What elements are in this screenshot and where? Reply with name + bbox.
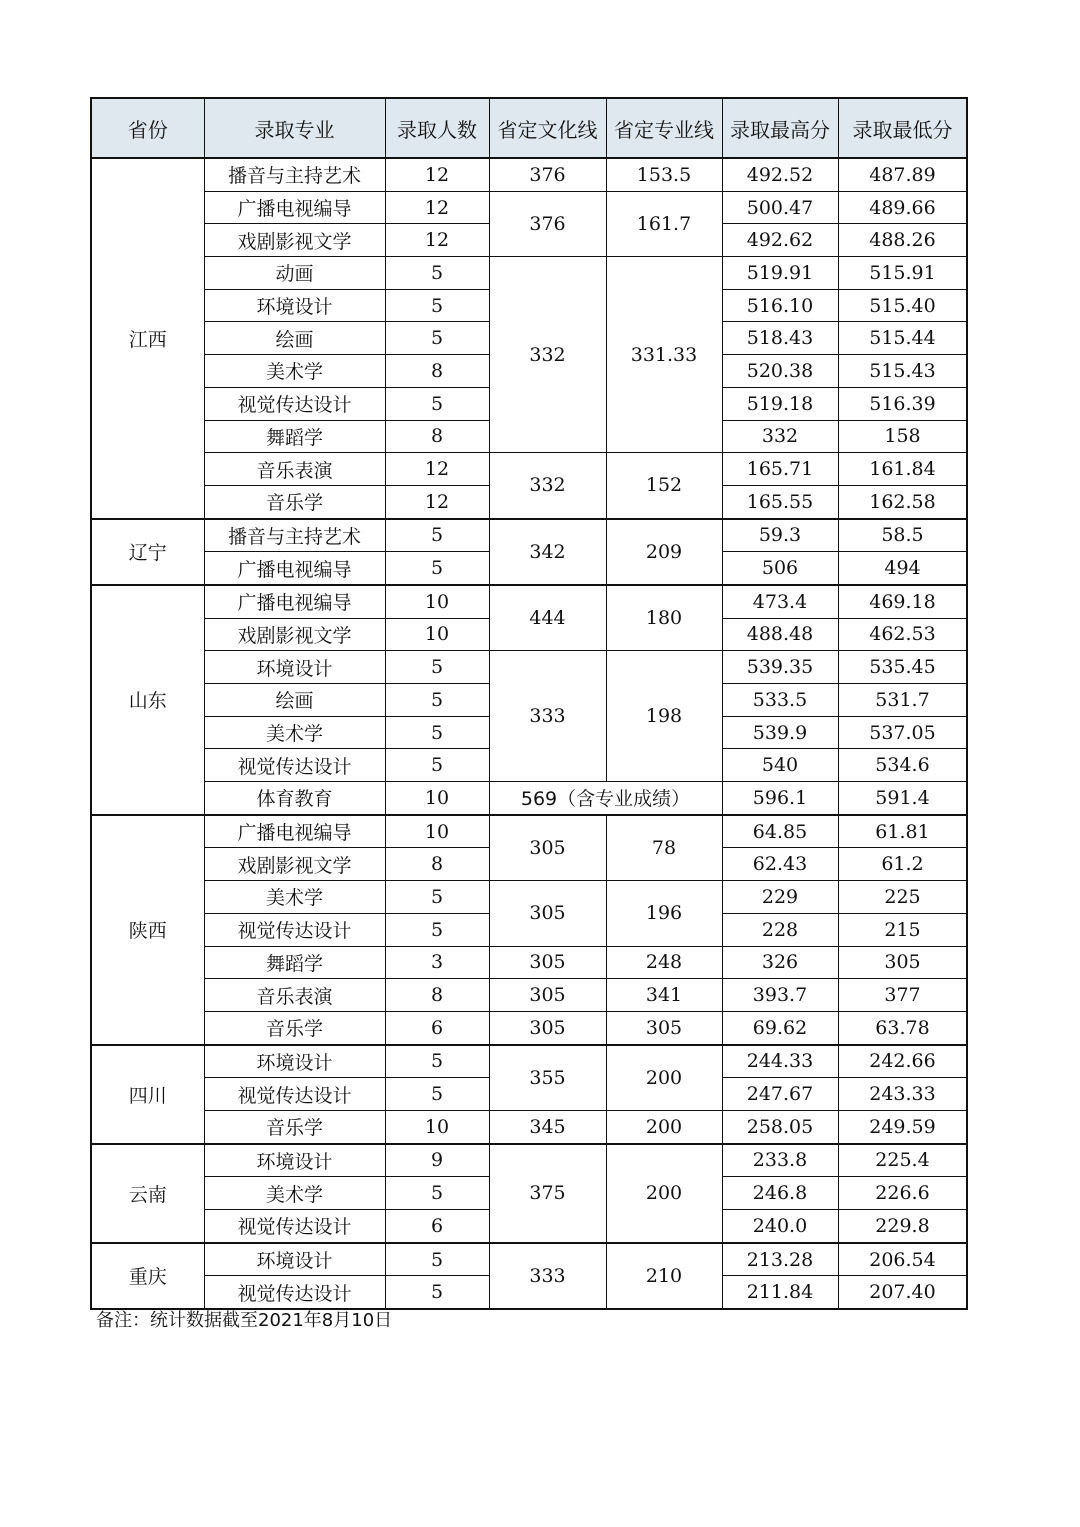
min-score-cell: 249.59: [838, 1110, 967, 1143]
count-cell: 5: [385, 1276, 489, 1309]
culture-line-cell: 333: [489, 651, 606, 782]
count-cell: 3: [385, 946, 489, 979]
count-cell: 9: [385, 1144, 489, 1177]
major-cell: 播音与主持艺术: [204, 519, 385, 552]
count-cell: 5: [385, 1045, 489, 1078]
culture-line-cell: 305: [489, 979, 606, 1012]
pro-line-cell: 331.33: [606, 257, 722, 453]
max-score-cell: 519.91: [722, 257, 838, 290]
table-header: [91, 98, 967, 158]
province-cell: 陕西: [91, 815, 204, 1045]
min-score-cell: 206.54: [838, 1243, 967, 1276]
major-cell: 绘画: [204, 322, 385, 355]
pro-line-cell: 210: [606, 1243, 722, 1309]
min-score-cell: 469.18: [838, 585, 967, 618]
max-score-cell: 506: [722, 552, 838, 585]
count-cell: 5: [385, 289, 489, 322]
max-score-cell: 229: [722, 881, 838, 914]
count-cell: 5: [385, 387, 489, 420]
max-score-cell: 246.8: [722, 1177, 838, 1210]
header-pro-line: 省定专业线: [606, 98, 722, 158]
major-cell: 动画: [204, 257, 385, 290]
pro-line-cell: 200: [606, 1045, 722, 1111]
table-row: [91, 453, 967, 486]
major-cell: 视觉传达设计: [204, 1078, 385, 1111]
min-score-cell: 515.43: [838, 355, 967, 388]
max-score-cell: 244.33: [722, 1045, 838, 1078]
max-score-cell: 488.48: [722, 618, 838, 651]
max-score-cell: 492.52: [722, 158, 838, 191]
max-score-cell: 326: [722, 946, 838, 979]
major-cell: 音乐学: [204, 1110, 385, 1143]
table-row: [91, 1045, 967, 1078]
max-score-cell: 233.8: [722, 1144, 838, 1177]
min-score-cell: 226.6: [838, 1177, 967, 1210]
min-score-cell: 494: [838, 552, 967, 585]
max-score-cell: 213.28: [722, 1243, 838, 1276]
admission-table: [90, 97, 968, 1310]
min-score-cell: 515.40: [838, 289, 967, 322]
count-cell: 5: [385, 749, 489, 782]
max-score-cell: 492.62: [722, 224, 838, 257]
table-row: [91, 257, 967, 290]
table-row: [91, 881, 967, 914]
merged-line-cell: 569（含专业成绩）: [489, 782, 722, 815]
min-score-cell: 243.33: [838, 1078, 967, 1111]
max-score-cell: 519.18: [722, 387, 838, 420]
count-cell: 10: [385, 618, 489, 651]
admission-table-container: [90, 97, 966, 1310]
major-cell: 播音与主持艺术: [204, 158, 385, 191]
pro-line-cell: 200: [606, 1110, 722, 1143]
header-culture-line: 省定文化线: [489, 98, 606, 158]
major-cell: 环境设计: [204, 289, 385, 322]
count-cell: 10: [385, 782, 489, 815]
culture-line-cell: 305: [489, 881, 606, 946]
min-score-cell: 162.58: [838, 485, 967, 518]
count-cell: 8: [385, 848, 489, 881]
min-score-cell: 515.91: [838, 257, 967, 290]
count-cell: 5: [385, 519, 489, 552]
header-row: [91, 98, 967, 158]
province-cell: 云南: [91, 1144, 204, 1243]
pro-line-cell: 152: [606, 453, 722, 519]
major-cell: 视觉传达设计: [204, 749, 385, 782]
min-score-cell: 225: [838, 881, 967, 914]
max-score-cell: 64.85: [722, 815, 838, 848]
table-row: [91, 651, 967, 684]
culture-line-cell: 305: [489, 1011, 606, 1044]
min-score-cell: 377: [838, 979, 967, 1012]
pro-line-cell: 180: [606, 585, 722, 651]
province-group: [91, 519, 967, 585]
province-cell: 四川: [91, 1045, 204, 1144]
table-row: [91, 1011, 967, 1044]
max-score-cell: 533.5: [722, 684, 838, 717]
max-score-cell: 473.4: [722, 585, 838, 618]
count-cell: 5: [385, 1078, 489, 1111]
table-row: [91, 191, 967, 224]
table-row: [91, 519, 967, 552]
max-score-cell: 500.47: [722, 191, 838, 224]
max-score-cell: 518.43: [722, 322, 838, 355]
major-cell: 广播电视编导: [204, 585, 385, 618]
major-cell: 视觉传达设计: [204, 1276, 385, 1309]
min-score-cell: 515.44: [838, 322, 967, 355]
major-cell: 美术学: [204, 1177, 385, 1210]
header-province: 省份: [91, 98, 204, 158]
count-cell: 10: [385, 815, 489, 848]
pro-line-cell: 341: [606, 979, 722, 1012]
count-cell: 8: [385, 420, 489, 453]
max-score-cell: 520.38: [722, 355, 838, 388]
count-cell: 6: [385, 1011, 489, 1044]
count-cell: 12: [385, 191, 489, 224]
count-cell: 5: [385, 257, 489, 290]
min-score-cell: 489.66: [838, 191, 967, 224]
major-cell: 环境设计: [204, 1045, 385, 1078]
count-cell: 10: [385, 1110, 489, 1143]
count-cell: 5: [385, 716, 489, 749]
min-score-cell: 537.05: [838, 716, 967, 749]
major-cell: 环境设计: [204, 651, 385, 684]
culture-line-cell: 305: [489, 946, 606, 979]
culture-line-cell: 332: [489, 257, 606, 453]
major-cell: 绘画: [204, 684, 385, 717]
major-cell: 环境设计: [204, 1243, 385, 1276]
count-cell: 5: [385, 1243, 489, 1276]
pro-line-cell: 198: [606, 651, 722, 782]
count-cell: 5: [385, 913, 489, 946]
major-cell: 视觉传达设计: [204, 1210, 385, 1243]
max-score-cell: 59.3: [722, 519, 838, 552]
count-cell: 6: [385, 1210, 489, 1243]
major-cell: 广播电视编导: [204, 815, 385, 848]
major-cell: 音乐学: [204, 485, 385, 518]
min-score-cell: 225.4: [838, 1144, 967, 1177]
count-cell: 12: [385, 485, 489, 518]
max-score-cell: 539.9: [722, 716, 838, 749]
max-score-cell: 165.55: [722, 485, 838, 518]
province-cell: 山东: [91, 585, 204, 815]
max-score-cell: 393.7: [722, 979, 838, 1012]
count-cell: 5: [385, 1177, 489, 1210]
pro-line-cell: 196: [606, 881, 722, 946]
count-cell: 10: [385, 585, 489, 618]
max-score-cell: 247.67: [722, 1078, 838, 1111]
count-cell: 5: [385, 552, 489, 585]
pro-line-cell: 248: [606, 946, 722, 979]
max-score-cell: 540: [722, 749, 838, 782]
table-row: [91, 1110, 967, 1143]
table-row: [91, 815, 967, 848]
pro-line-cell: 209: [606, 519, 722, 585]
min-score-cell: 61.81: [838, 815, 967, 848]
min-score-cell: 207.40: [838, 1276, 967, 1309]
max-score-cell: 165.71: [722, 453, 838, 486]
min-score-cell: 488.26: [838, 224, 967, 257]
max-score-cell: 596.1: [722, 782, 838, 815]
min-score-cell: 531.7: [838, 684, 967, 717]
header-max-score: 录取最高分: [722, 98, 838, 158]
pro-line-cell: 161.7: [606, 191, 722, 256]
province-group: [91, 1045, 967, 1144]
major-cell: 舞蹈学: [204, 946, 385, 979]
count-cell: 8: [385, 355, 489, 388]
pro-line-cell: 153.5: [606, 158, 722, 191]
major-cell: 广播电视编导: [204, 191, 385, 224]
province-group: [91, 158, 967, 519]
count-cell: 12: [385, 158, 489, 191]
province-group: [91, 585, 967, 815]
table-row: [91, 1243, 967, 1276]
max-score-cell: 69.62: [722, 1011, 838, 1044]
min-score-cell: 242.66: [838, 1045, 967, 1078]
culture-line-cell: 305: [489, 815, 606, 881]
table-row: [91, 782, 967, 815]
count-cell: 12: [385, 224, 489, 257]
min-score-cell: 516.39: [838, 387, 967, 420]
pro-line-cell: 158: [838, 420, 967, 453]
major-cell: 体育教育: [204, 782, 385, 815]
major-cell: 视觉传达设计: [204, 913, 385, 946]
min-score-cell: 215: [838, 913, 967, 946]
min-score-cell: 63.78: [838, 1011, 967, 1044]
min-score-cell: 487.89: [838, 158, 967, 191]
min-score-cell: 591.4: [838, 782, 967, 815]
max-score-cell: 240.0: [722, 1210, 838, 1243]
max-score-cell: 211.84: [722, 1276, 838, 1309]
table-row: [91, 1144, 967, 1177]
culture-line-cell: 332: [722, 420, 838, 453]
major-cell: 音乐表演: [204, 979, 385, 1012]
major-cell: 舞蹈学: [204, 420, 385, 453]
table-row: [91, 158, 967, 191]
culture-line-cell: 333: [489, 1243, 606, 1309]
pro-line-cell: 200: [606, 1144, 722, 1243]
major-cell: 戏剧影视文学: [204, 224, 385, 257]
max-score-cell: 539.35: [722, 651, 838, 684]
major-cell: 音乐学: [204, 1011, 385, 1044]
culture-line-cell: 444: [489, 585, 606, 651]
culture-line-cell: 376: [489, 158, 606, 191]
table-row: [91, 979, 967, 1012]
province-group: [91, 1243, 967, 1309]
min-score-cell: 462.53: [838, 618, 967, 651]
major-cell: 美术学: [204, 355, 385, 388]
culture-line-cell: 375: [489, 1144, 606, 1243]
min-score-cell: 161.84: [838, 453, 967, 486]
min-score-cell: 534.6: [838, 749, 967, 782]
footnote: 备注：统计数据截至2021年8月10日: [96, 1310, 393, 1331]
header-count: 录取人数: [385, 98, 489, 158]
min-score-cell: 535.45: [838, 651, 967, 684]
max-score-cell: 228: [722, 913, 838, 946]
culture-line-cell: 355: [489, 1045, 606, 1111]
pro-line-cell: 78: [606, 815, 722, 881]
max-score-cell: 516.10: [722, 289, 838, 322]
count-cell: 5: [385, 881, 489, 914]
header-min-score: 录取最低分: [838, 98, 967, 158]
pro-line-cell: 305: [606, 1011, 722, 1044]
province-cell: 辽宁: [91, 519, 204, 585]
province-group: [91, 1144, 967, 1243]
count-cell: 8: [385, 979, 489, 1012]
major-cell: 广播电视编导: [204, 552, 385, 585]
major-cell: 环境设计: [204, 1144, 385, 1177]
major-cell: 美术学: [204, 716, 385, 749]
count-cell: 5: [385, 651, 489, 684]
count-cell: 5: [385, 322, 489, 355]
table-row: [91, 946, 967, 979]
min-score-cell: 58.5: [838, 519, 967, 552]
table-row: [91, 585, 967, 618]
province-cell: 重庆: [91, 1243, 204, 1309]
major-cell: 音乐表演: [204, 453, 385, 486]
culture-line-cell: 332: [489, 453, 606, 519]
major-cell: 视觉传达设计: [204, 387, 385, 420]
max-score-cell: 258.05: [722, 1110, 838, 1143]
min-score-cell: 305: [838, 946, 967, 979]
major-cell: 戏剧影视文学: [204, 848, 385, 881]
culture-line-cell: 376: [489, 191, 606, 256]
major-cell: 美术学: [204, 881, 385, 914]
min-score-cell: 229.8: [838, 1210, 967, 1243]
province-cell: 江西: [91, 158, 204, 519]
header-major: 录取专业: [204, 98, 385, 158]
min-score-cell: 61.2: [838, 848, 967, 881]
culture-line-cell: 345: [489, 1110, 606, 1143]
count-cell: 5: [385, 684, 489, 717]
count-cell: 12: [385, 453, 489, 486]
max-score-cell: 62.43: [722, 848, 838, 881]
major-cell: 戏剧影视文学: [204, 618, 385, 651]
culture-line-cell: 342: [489, 519, 606, 585]
province-group: [91, 815, 967, 1045]
